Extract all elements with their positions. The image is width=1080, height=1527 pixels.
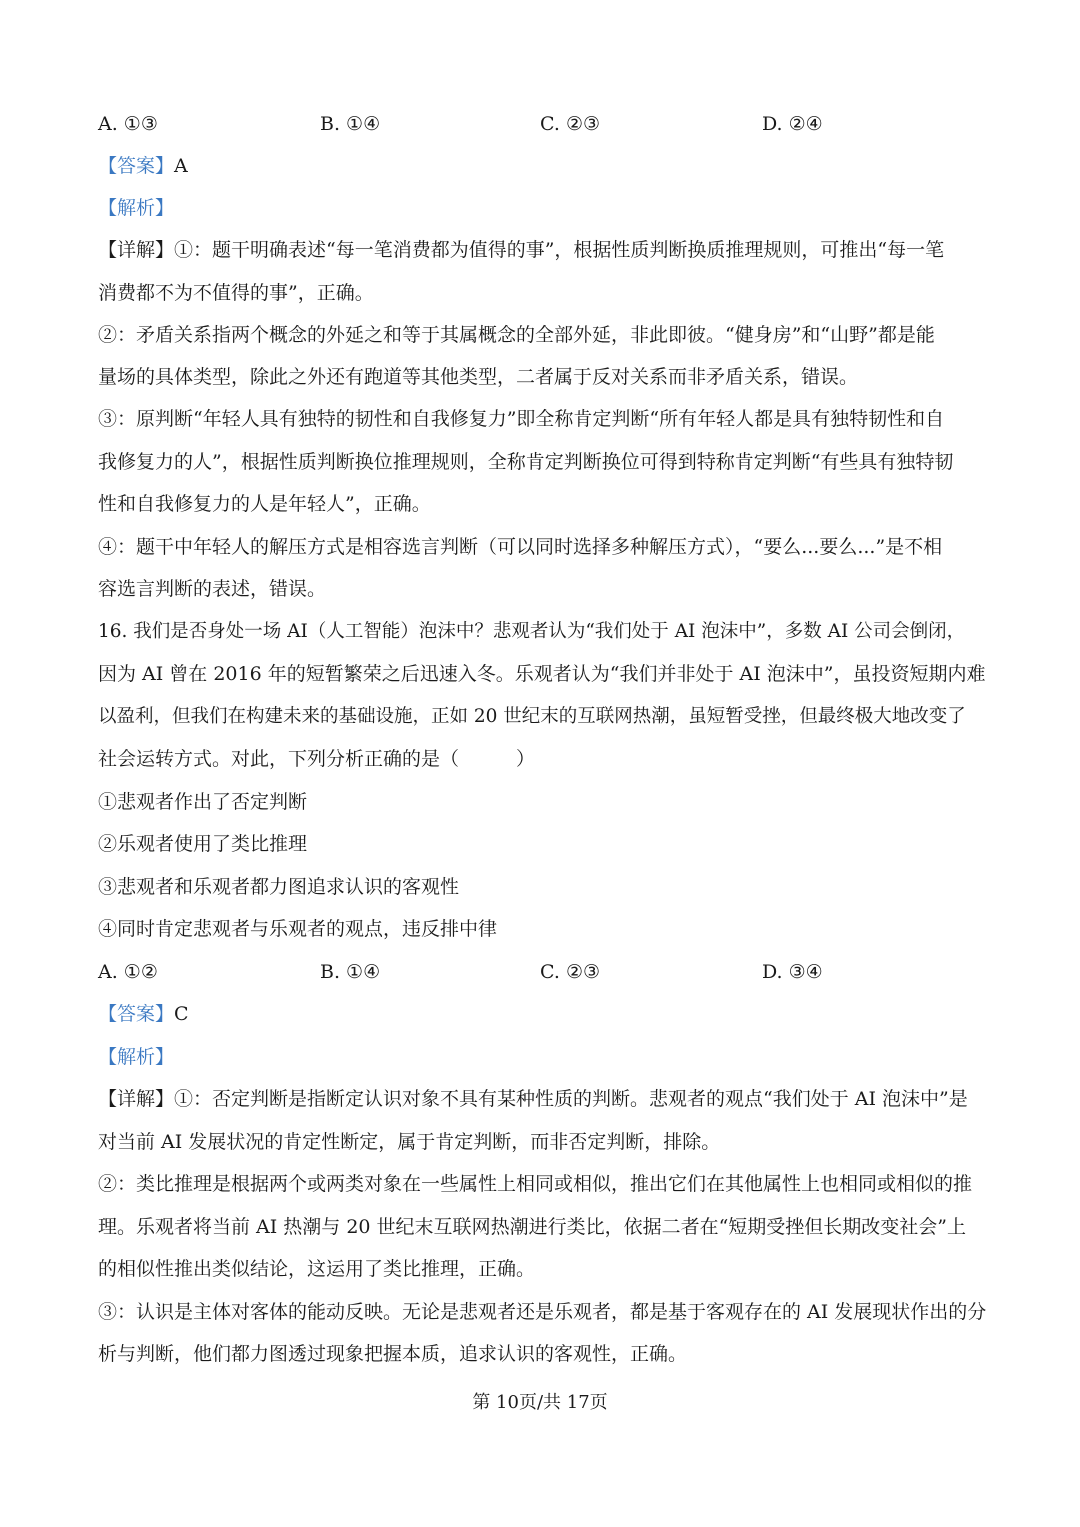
q16-statement: ②乐观者使用了类比推理 [98,833,308,855]
q16-answer [98,1001,988,1027]
answer-value: A [174,155,188,177]
q15-option-b: B. ①④ [320,113,381,135]
q15-analysis-tag: 【解析】 [98,197,175,219]
q15-options [98,111,988,137]
q16-option-b: B. ①④ [320,961,381,983]
answer-tag: 【答案】 [98,1003,175,1025]
q16-detail-line: 对当前 AI 发展状况的肯定性断定，属于肯定判断，而非否定判断，排除。 [98,1131,721,1153]
q15-detail-line: ②：矛盾关系指两个概念的外延之和等于其属概念的全部外延，非此即彼。“健身房”和“山野”都是能 [98,324,935,346]
q16-stem-line: 因为 AI 曾在 2016 年的短暂繁荣之后迅速入冬。乐观者认为“我们并非处于 AI 泡沫中”，虽投资短期内难 [98,663,986,685]
q16-statement: ③悲观者和乐观者都力图追求认识的客观性 [98,876,460,898]
page-footer: 第 10页/共 17页 [472,1392,608,1413]
q16-analysis-tag: 【解析】 [98,1046,175,1068]
q15-detail-line: 【详解】①：题干明确表述“每一笔消费都为值得的事”，根据性质判断换质推理规则，可推出“每一笔 [98,239,945,261]
answer-value: C [174,1003,189,1025]
answer-tag: 【答案】 [98,155,175,177]
q16-options [98,959,988,985]
q15-detail-line: 我修复力的人”，根据性质判断换位推理规则，全称肯定判断换位可得到特称肯定判断“有些具有独特韧 [98,451,954,473]
q16-option-d: D. ③④ [762,961,823,983]
q15-option-d: D. ②④ [762,113,823,135]
q16-option-a: A. ①② [98,961,158,983]
q16-stem-line: 社会运转方式。对此，下列分析正确的是（ ） [98,748,536,770]
q16-detail-line: ②：类比推理是根据两个或两类对象在一些属性上相同或相似，推出它们在其他属性上也相同或相似的推 [98,1173,973,1195]
q15-answer [98,153,988,179]
q15-detail-line: 量场的具体类型，除此之外还有跑道等其他类型，二者属于反对关系而非矛盾关系，错误。 [98,366,859,388]
q16-stem-line: 16. 我们是否身处一场 AI（人工智能）泡沫中？悲观者认为“我们处于 AI 泡沫中”，多数 AI 公司会倒闭， [98,621,966,642]
q16-statement: ①悲观者作出了否定判断 [98,791,308,813]
q15-detail-line: 性和自我修复力的人是年轻人”，正确。 [98,493,431,515]
q15-detail-line: ③：原判断“年轻人具有独特的韧性和自我修复力”即全称肯定判断“所有年轻人都是具有独特韧性和自 [98,408,945,430]
q16-detail-line: ③：认识是主体对客体的能动反映。无论是悲观者还是乐观者，都是基于客观存在的 AI 发展现状作出的分 [98,1301,987,1323]
q16-statement: ④同时肯定悲观者与乐观者的观点，违反排中律 [98,918,498,940]
q15-detail-line: 消费都不为不值得的事”，正确。 [98,282,374,304]
q15-option-a: A. ①③ [98,113,158,135]
q16-detail-line: 理。乐观者将当前 AI 热潮与 20 世纪末互联网热潮进行类比，依据二者在“短期受挫但长期改变社会”上 [98,1216,966,1238]
q16-stem-line: 以盈利，但我们在构建未来的基础设施，正如 20 世纪末的互联网热潮，虽短暂受挫，但最终极大地改变了 [98,706,966,727]
q16-option-c: C. ②③ [540,961,601,983]
q15-detail-line: 容选言判断的表述，错误。 [98,578,327,600]
q15-detail-line: ④：题干中年轻人的解压方式是相容选言判断（可以同时选择多种解压方式），“要么...要么...”是不相 [98,536,943,558]
q16-detail-line: 【详解】①：否定判断是指断定认识对象不具有某种性质的判断。悲观者的观点“我们处于 AI 泡沫中”是 [98,1088,968,1110]
q16-detail-line: 的相似性推出类似结论，这运用了类比推理，正确。 [98,1258,536,1280]
q15-option-c: C. ②③ [540,113,601,135]
q16-detail-line: 析与判断，他们都力图透过现象把握本质，追求认识的客观性，正确。 [98,1343,688,1365]
